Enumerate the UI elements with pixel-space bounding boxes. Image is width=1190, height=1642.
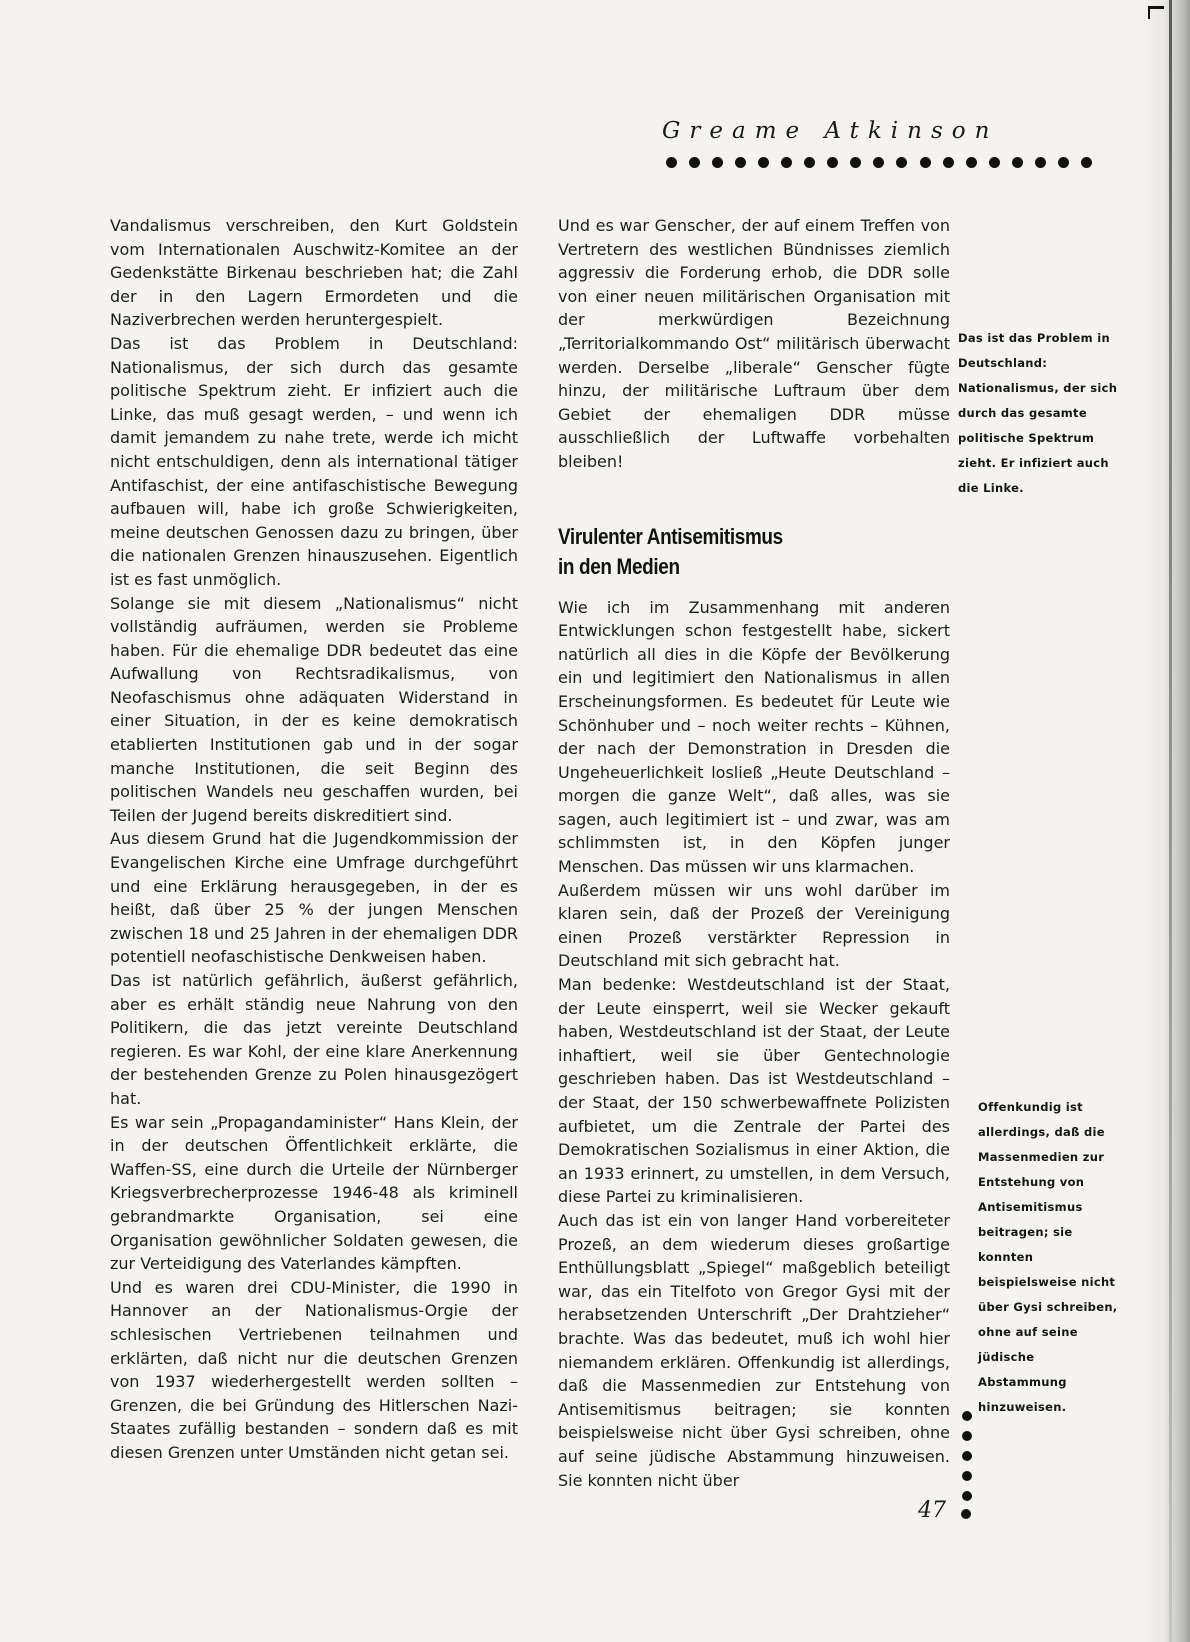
rule-dot	[666, 157, 677, 168]
footer-dot	[962, 1471, 972, 1481]
footer-dot	[962, 1431, 972, 1441]
paragraph: Solange sie mit diesem „Nationalismus“ nicht vollständig aufräumen, werden sie Probleme haben. Für die ehemalige DDR bedeutet das eine Aufwallung von Rechtsradikalismus, von Neofaschismus ohne adäquaten Widerstand in einer Situation, in der es keine demokratisch etablierten Institutionen gab und in der sogar manche Institutionen, die seit Beginn des politischen Wandels neu geschaffen wurden, bei Teilen der Jugend bereits diskreditiert sind.	[110, 593, 518, 825]
rule-dot	[758, 157, 769, 168]
rule-dot	[989, 157, 1000, 168]
middle-column	[558, 214, 950, 1492]
rule-dot	[1081, 157, 1092, 168]
paragraph: Man bedenke: Westdeutschland ist der Staat, der Leute einsperrt, weil sie Wecker gekauft haben, Westdeutschland ist der Staat, der Leute inhaftiert, weil sie über Gentechnologie geschrieben haben. Das ist Westdeutschland – der Staat, der 150 schwerbewaffnete Polizisten aufbietet, um die Zentrale der Partei des Demokratischen Sozialismus in einer Aktion, die an 1933 erinnert, zu umstellen, in dem Versuch, diese Partei zu kriminalisieren.	[558, 975, 950, 1207]
pull-quote: Das ist das Problem in Deutschland: Nationalismus, der sich durch das gesamte politische Spektrum zieht. Er infiziert auch die Linke.	[958, 331, 1118, 495]
rule-dot	[781, 157, 792, 168]
page-edge-line	[1169, 0, 1172, 1642]
paragraph: Das ist natürlich gefährlich, äußerst gefährlich, aber es erhält ständig neue Nahrung von den Politikern, die das jetzt vereinte Deutschland regieren. Es war Kohl, der eine klare Anerkennung der bestehenden Grenze zu Polen hinausgezögert hat.	[110, 971, 518, 1108]
paragraph: Es war sein „Propagandaminister“ Hans Klein, der in der deutschen Öffentlichkeit erklärte, die Waffen-SS, eine durch die Urteile der Nürnberger Kriegsverbrecherprozesse 1946-48 als kriminell gebrandmarkte Organisation, sei eine Organisation gewöhnlicher Soldaten gewesen, die zur Verteidigung des Vaterlandes kämpften.	[110, 1112, 518, 1274]
rule-dot	[1012, 157, 1023, 168]
footer-dot	[962, 1451, 972, 1461]
page-number-dot	[961, 1509, 971, 1519]
section-heading-line: Virulenter Antisemitismus	[558, 523, 783, 549]
paragraph: Und es war Genscher, der auf einem Treffen von Vertretern des westlichen Bündnisses ziemlich aggressiv die Forderung erhob, die DDR solle von einer neuen militärischen Organisation mit der merkwürdigen Bezeichnung „Territorialkommando Ost“ militärisch überwacht werden. Derselbe „liberale“ Genscher fügte hinzu, der militärische Luftraum über dem Gebiet der ehemaligen DDR müsse ausschließlich der Luftwaffe vorbehalten bleiben!	[558, 216, 950, 471]
paragraph: Das ist das Problem in Deutschland: Nationalismus, der sich durch das gesamte politische Spektrum zieht. Er infiziert auch die Linke, das muß gesagt werden, – und wenn ich damit jemandem zu nahe trete, werde ich micht nicht entschuldigen, denn als international tätiger Antifaschist, der eine antifaschistische Bewegung aufbauen will, habe ich große Schwierigkeiten, meine deutschen Genossen dazu zu bringen, über die nationalen Grenzen hinauszusehen. Eigentlich ist es fast unmöglich.	[110, 333, 518, 589]
page-number: 47	[918, 1498, 946, 1523]
page-edge-shadow	[1144, 0, 1190, 1642]
rule-dot	[712, 157, 723, 168]
rule-dot	[896, 157, 907, 168]
author-name: Greame Atkinson	[662, 118, 999, 144]
rule-dot	[873, 157, 884, 168]
paragraph: Auch das ist ein von langer Hand vorbereiteter Prozeß, an dem wiederum dieses großartige Enthüllungsblatt „Spiegel“ maßgeblich beteiligt war, das ein Titelfoto von Gregor Gysi mit der herabsetzenden Unterschrift „Der Drahtzieher“ brachte. Was das bedeutet, muß ich wohl hier niemandem erklären. Offenkundig ist allerdings, daß die Massenmedien zur Entstehung von Antisemitismus beitragen; sie konnten beispielsweise nicht über Gysi schreiben, ohne auf seine jüdische Abstammung hinzuweisen. Sie konnten nicht über	[558, 1210, 950, 1490]
paragraph: Und es waren drei CDU-Minister, die 1990 in Hannover an der Nationalismus-Orgie der schlesischen Vertriebenen teilnahmen und erklärten, daß nicht nur die deutschen Grenzen von 1937 wiederhergestellt werden sollten – Grenzen, die bei Gründung des Hitlerschen Nazi-Staates zufällig bestanden – sondern daß es mit diesen Grenzen unter Umständen nicht getan sei.	[110, 1277, 518, 1462]
rule-dot	[966, 157, 977, 168]
section-heading-line: in den Medien	[558, 553, 680, 579]
footer-dot-column	[961, 1411, 973, 1501]
left-column	[110, 214, 518, 1464]
pull-quote: Offenkundig ist allerdings, daß die Massenmedien zur Entstehung von Antisemitismus beitragen; sie konnten beispielsweise nicht über Gysi schreiben, ohne auf seine jüdische Abstammung hinzuweisen.	[978, 1100, 1118, 1414]
rule-dot	[827, 157, 838, 168]
corner-mark	[1148, 6, 1164, 19]
rule-dot	[1035, 157, 1046, 168]
paragraph: Wie ich im Zusammenhang mit anderen Entwicklungen schon festgestellt habe, sickert natürlich all dies in die Köpfe der Bevölkerung ein und legitimiert den Nationalismus in allen Erscheinungsformen. Es bedeutet für Leute wie Schönhuber und – noch weiter rechts – Kühnen, der nach der Demonstration in Dresden die Ungeheuerlichkeit losließ „Heute Deutschland – morgen die ganze Welt“, daß alles, was sie sagen, auch legitimiert ist – und zwar, was am schlimmsten ist, in den Köpfen junger Menschen. Das müssen wir uns klarmachen.	[558, 597, 950, 877]
rule-dot	[689, 157, 700, 168]
section-heading	[558, 522, 936, 582]
paragraph: Außerdem müssen wir uns wohl darüber im klaren sein, daß der Prozeß der Vereinigung einen Prozeß verstärkter Repression in Deutschland mit sich gebracht hat.	[558, 880, 950, 971]
paragraph: Vandalismus verschreiben, den Kurt Goldstein vom Internationalen Auschwitz-Komitee an der Gedenkstätte Birkenau beschrieben hat; die Zahl der in den Lagern Ermordeten und die Naziverbrechen werden heruntergespielt.	[110, 216, 518, 330]
rule-dot	[943, 157, 954, 168]
rule-dot	[804, 157, 815, 168]
rule-dot	[850, 157, 861, 168]
footer-dot	[962, 1491, 972, 1501]
paragraph: Aus diesem Grund hat die Jugendkommission der Evangelischen Kirche eine Umfrage durchgeführt und eine Erklärung herausgegeben, in der es heißt, daß über 25 % der jungen Menschen zwischen 18 und 25 Jahren in der ehemaligen DDR potentiell neofaschistische Denkweisen haben.	[110, 829, 518, 967]
header-dot-rule	[666, 157, 1092, 168]
footer-dot	[962, 1411, 972, 1421]
rule-dot	[1058, 157, 1069, 168]
rule-dot	[735, 157, 746, 168]
rule-dot	[920, 157, 931, 168]
